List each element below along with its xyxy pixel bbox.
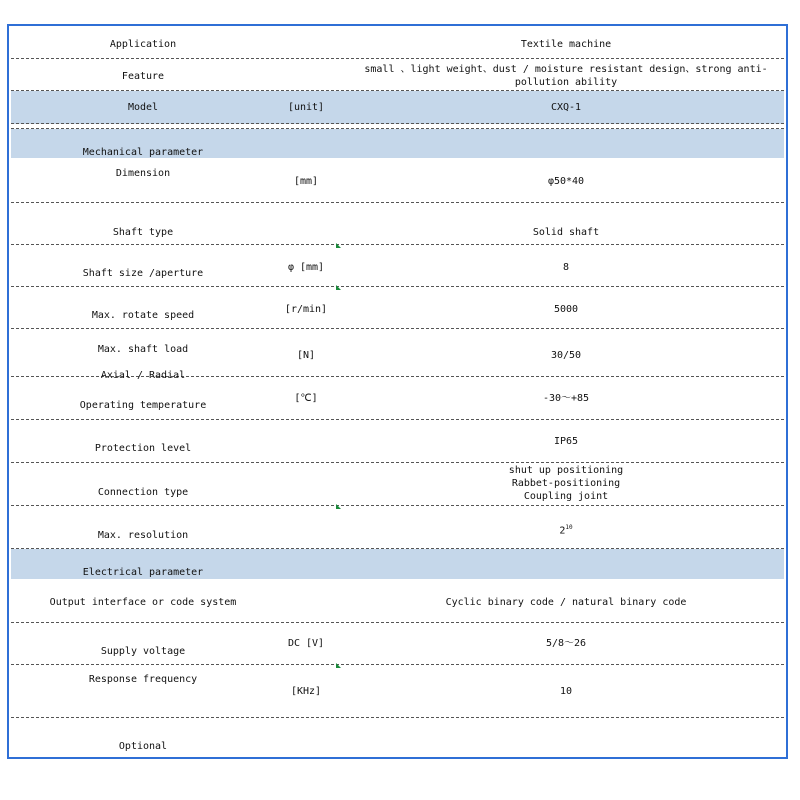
- row-temperature: [11, 377, 784, 420]
- row-shaft-size: [11, 245, 784, 287]
- shaft-type-label: Shaft type: [112, 227, 174, 238]
- section-electrical: [11, 549, 784, 579]
- response-unit: [KHz]: [290, 686, 322, 697]
- dimension-unit: [mm]: [293, 176, 319, 187]
- optional-label: Optional: [118, 741, 168, 752]
- shaft-load-label-2: Axial / Radial: [100, 370, 186, 381]
- row-optional: [11, 718, 784, 758]
- section-mechanical: [11, 129, 784, 158]
- shaft-load-unit: [N]: [296, 350, 316, 361]
- row-supply: [11, 623, 784, 665]
- model-label: Model: [127, 102, 159, 113]
- output-label: Output interface or code system: [49, 597, 237, 608]
- response-label: Response frequency: [88, 674, 198, 685]
- row-shaft-type: [11, 203, 784, 245]
- row-resolution: [11, 506, 784, 549]
- rotate-speed-label: Max. rotate speed: [91, 310, 195, 321]
- row-output: [11, 579, 784, 623]
- model-value: CXQ-1: [550, 102, 582, 113]
- shaft-load-label: Max. shaft load: [97, 344, 189, 355]
- protection-value: IP65: [553, 436, 579, 447]
- dimension-value: φ50*40: [547, 176, 585, 187]
- feature-value: small 、light weight、dust / moisture resistant design、strong anti-pollution ability: [364, 64, 768, 88]
- connection-value-2: Rabbet-positioning: [511, 478, 621, 489]
- resolution-label: Max. resolution: [97, 530, 189, 541]
- application-label: Application: [109, 39, 177, 50]
- supply-value: 5/8～26: [545, 638, 587, 649]
- row-application: [11, 26, 784, 59]
- model-unit: [unit]: [287, 102, 325, 113]
- mechanical-section-title: Mechanical parameter: [82, 147, 204, 158]
- connection-value-1: shut up positioning: [508, 465, 624, 476]
- connection-value-3: Coupling joint: [523, 491, 609, 502]
- temperature-value: -30～+85: [542, 393, 590, 404]
- feature-label: Feature: [121, 71, 165, 82]
- resolution-base: 2: [559, 525, 566, 537]
- row-dimension: [11, 158, 784, 203]
- resolution-value: [356, 521, 776, 537]
- resolution-exponent: 10: [565, 524, 573, 531]
- shaft-load-value: 30/50: [550, 350, 582, 361]
- rotate-speed-unit: [r/min]: [284, 304, 328, 315]
- spec-table: [7, 24, 788, 759]
- supply-unit: DC [V]: [287, 638, 325, 649]
- row-shaft-load: [11, 329, 784, 381]
- row-response: [11, 665, 784, 718]
- temperature-label: Operating temperature: [79, 400, 207, 411]
- electrical-section-title: Electrical parameter: [82, 567, 204, 578]
- row-model: [11, 91, 784, 124]
- row-rotate-speed: [11, 287, 784, 329]
- connection-label: Connection type: [97, 487, 189, 498]
- shaft-size-label: Shaft size /aperture: [82, 268, 204, 279]
- temperature-unit: [℃]: [294, 393, 318, 404]
- shaft-type-value: Solid shaft: [532, 227, 600, 238]
- shaft-size-value: 8: [562, 262, 570, 273]
- row-feature: [11, 59, 784, 91]
- rotate-speed-value: 5000: [553, 304, 579, 315]
- row-protection: [11, 420, 784, 463]
- application-value: Textile machine: [520, 39, 612, 50]
- shaft-size-unit: φ [mm]: [287, 262, 325, 273]
- protection-label: Protection level: [94, 443, 192, 454]
- row-connection: [11, 463, 784, 506]
- dimension-label: Dimension: [115, 168, 171, 179]
- supply-label: Supply voltage: [100, 646, 186, 657]
- output-value: Cyclic binary code / natural binary code: [445, 597, 687, 608]
- response-value: 10: [559, 686, 573, 697]
